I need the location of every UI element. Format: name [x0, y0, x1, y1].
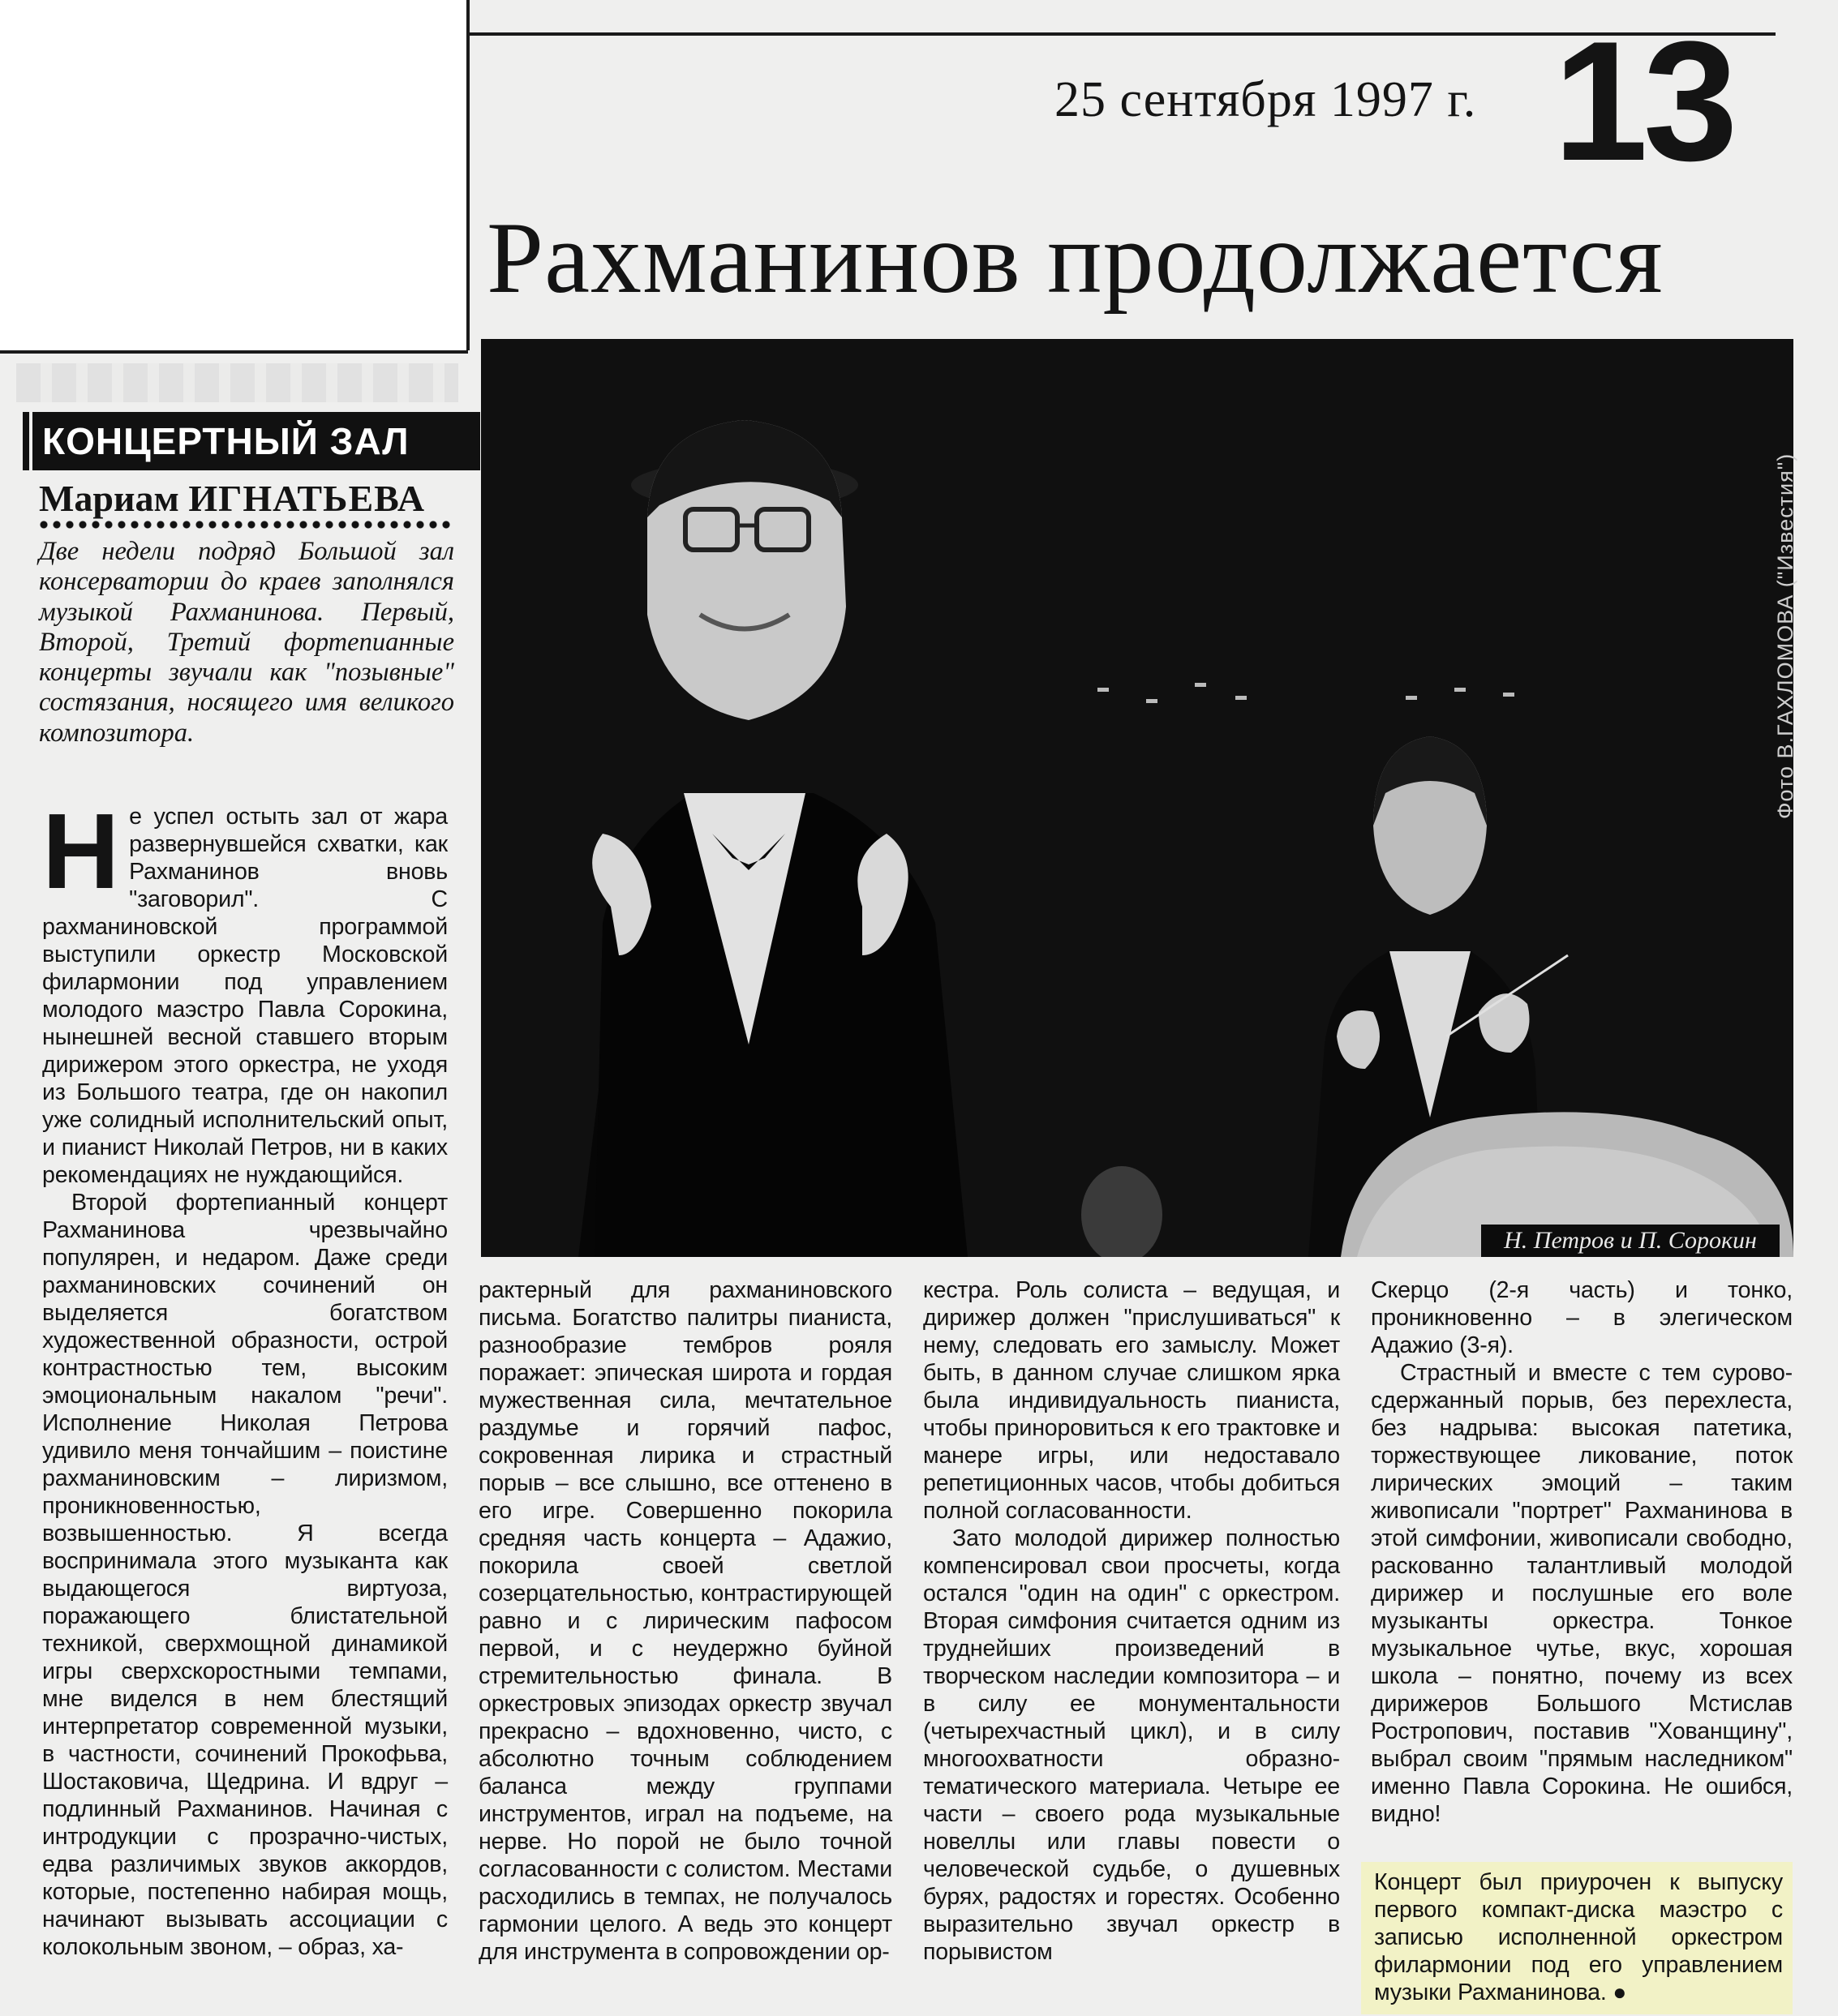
article-column-1 [42, 791, 448, 1961]
photo-credit [1770, 365, 1797, 819]
highlighted-note [1361, 1862, 1793, 2014]
article-column-2 [479, 1276, 892, 1966]
paragraph-5: Зато молодой дирижер полностью компенсировал свои просчеты, когда остался "один на один" с оркестром. Вторая симфония считается одним из труднейших произведений в творческом наследии композитора – и в силу ее монументальности (четырехчастный цикл), и в силу многоохватности образно-тематического материала. Четыре ее части – своего рода музыкальные новеллы или главы повести о человеческой судьбе, о душевных бурях, радостях и горестях. Особенно выразительно звучал оркестр в порывистом [923, 1525, 1340, 1965]
photo-credit-text: Фото В.ГАХЛОМОВА ("Известия") [1773, 453, 1797, 819]
concert-photo [481, 339, 1793, 1257]
article-lead: Две недели подряд Большой зал консерватории до краев заполнялся музыкой Рахманинова. Первый, Второй, Третий фортепианные концерты звучали как "позывные" состязания, носящего имя великого композитора. [39, 537, 454, 748]
paragraph-7: Страстный и вместе с тем сурово-сдержанный порыв, без перехлеста, без надрыва: высокая патетика, торжествующее ликование, поток лирических эмоций – таким живописали "портрет" Рахманинова в этой симфонии, живописали свободно, раскованно талантливый молодой дирижер и послушные его воле музыканты оркестра. Тонкое музыкальное чутье, вкус, хорошая школа – понятно, почему из всех дирижеров Большого Мстислав Ростропович, поставив "Хованщину", выбрал своим "прямым наследником" именно Павла Сорокина. Не ошибся, видно! [1371, 1360, 1793, 1827]
author-byline [39, 477, 425, 520]
rubric-label: КОНЦЕРТНЫЙ ЗАЛ [32, 412, 480, 470]
drop-cap: Н [42, 791, 120, 911]
article-column-4 [1371, 1276, 1793, 1828]
end-mark: ● [1613, 1980, 1627, 2005]
paragraph-2: Второй фортепианный концерт Рахманинова чрезвычайно популярен, и недаром. Даже среди рахманиновских сочинений он выделяется богатством художественной образности, острой контрастностью тем, высоким эмоциональным накалом "речи". Исполнение Николая Петрова удивило меня тончайшим – поистине рахманиновским – лиризмом, проникновенностью, возвышенностью. Я всегда воспринимала этого музыканта как выдающегося виртуоза, поражающего блистательной техникой, сверхмощной динамикой игры сверхскоростными темпами, мне виделся в нем блестящий интерпретатор современной музыки, в частности, сочинений Прокофьва, Шостаковича, Щедрина. И вдруг – подлинный Рахманинов. Начиная с интродукции с прозрачно-чистых, едва различимых звуков аккордов, которые, постепенно набирая мощь, начинают вызывать ассоциации с колокольным звоном, – образ, ха- [42, 1190, 448, 1960]
clipping-edge-rule [0, 350, 468, 354]
clipping-left-rule [466, 0, 470, 350]
paragraph-1-text: е успел остыть зал от жара развернувшейся схватки, как Рахманинов вновь "заговорил". С рахманиновской программой выступили оркестр Московской филармонии под управлением молодого маэстро Павла Сорокина, нынешней весной ставшего вторым дирижером этого оркестра, не уходя из Большого театра, где он накопил уже солидный исполнительский опыт, и пианист Николай Петров, ни в каких рекомендациях не нуждающийся. [42, 804, 448, 1188]
paragraph-4: кестра. Роль солиста – ведущая, и дирижер должен "прислушиваться" к нему, следовать его замыслу. Может быть, в данном случае слишком ярка была индивидуальность пианиста, чтобы приноровиться к его трактовке и манере игры, или недоставало репетиционных часов, чтобы добиться полной согласованности. [923, 1277, 1340, 1524]
photo-caption: Н. Петров и П. Сорокин [1481, 1225, 1780, 1257]
issue-date: 25 сентября 1997 г. [1054, 72, 1477, 127]
author-first-name: Мариам [39, 478, 179, 519]
paragraph-1 [42, 791, 448, 1189]
photo-illustration [481, 339, 1793, 1257]
note-text: Концерт был приурочен к выпуску первого компакт-диска маэстро с записью исполненной оркестром филармонии под его управлением музыки Рахманинова. [1374, 1869, 1783, 2005]
article-headline: Рахманинов продолжается [487, 202, 1664, 315]
dotted-rule [37, 520, 451, 530]
article-column-3 [923, 1276, 1340, 1966]
paragraph-3: рактерный для рахманиновского письма. Богатство палитры пианиста, разнообразие тембров рояля поражает: эпическая широта и гордая мужественная сила, мечтательное раздумье и горячий пафос, сокровенная лирика и страстный порыв – все слышно, все оттенено в его игре. Совершенно покорила средняя часть концерта – Адажио, покорила своей светлой созерцательностью, контрастирующей равно и с лирическим пафосом первой, и с неудержно буйной стремительностью финала. В оркестровых эпизодах оркестр звучал прекрасно – вдохновенно, чисто, с абсолютно точным соблюдением баланса между группами инструментов, играл на подъеме, на нерве. Но порой не было точной согласованности с солистом. Местами расходились в темпах, не получалось гармонии целого. А ведь это концерт для инструмента в сопровождении ор- [479, 1277, 892, 1965]
blank-margin [0, 0, 466, 350]
author-last-name: ИГНАТЬЕВА [188, 478, 426, 519]
page-number: 13 [1553, 6, 1733, 196]
paragraph-6: Скерцо (2-я часть) и тонко, проникновенно – в элегическом Адажио (3-я). [1371, 1277, 1793, 1358]
faded-text-strip [16, 363, 458, 402]
rubric-bar [23, 412, 29, 470]
